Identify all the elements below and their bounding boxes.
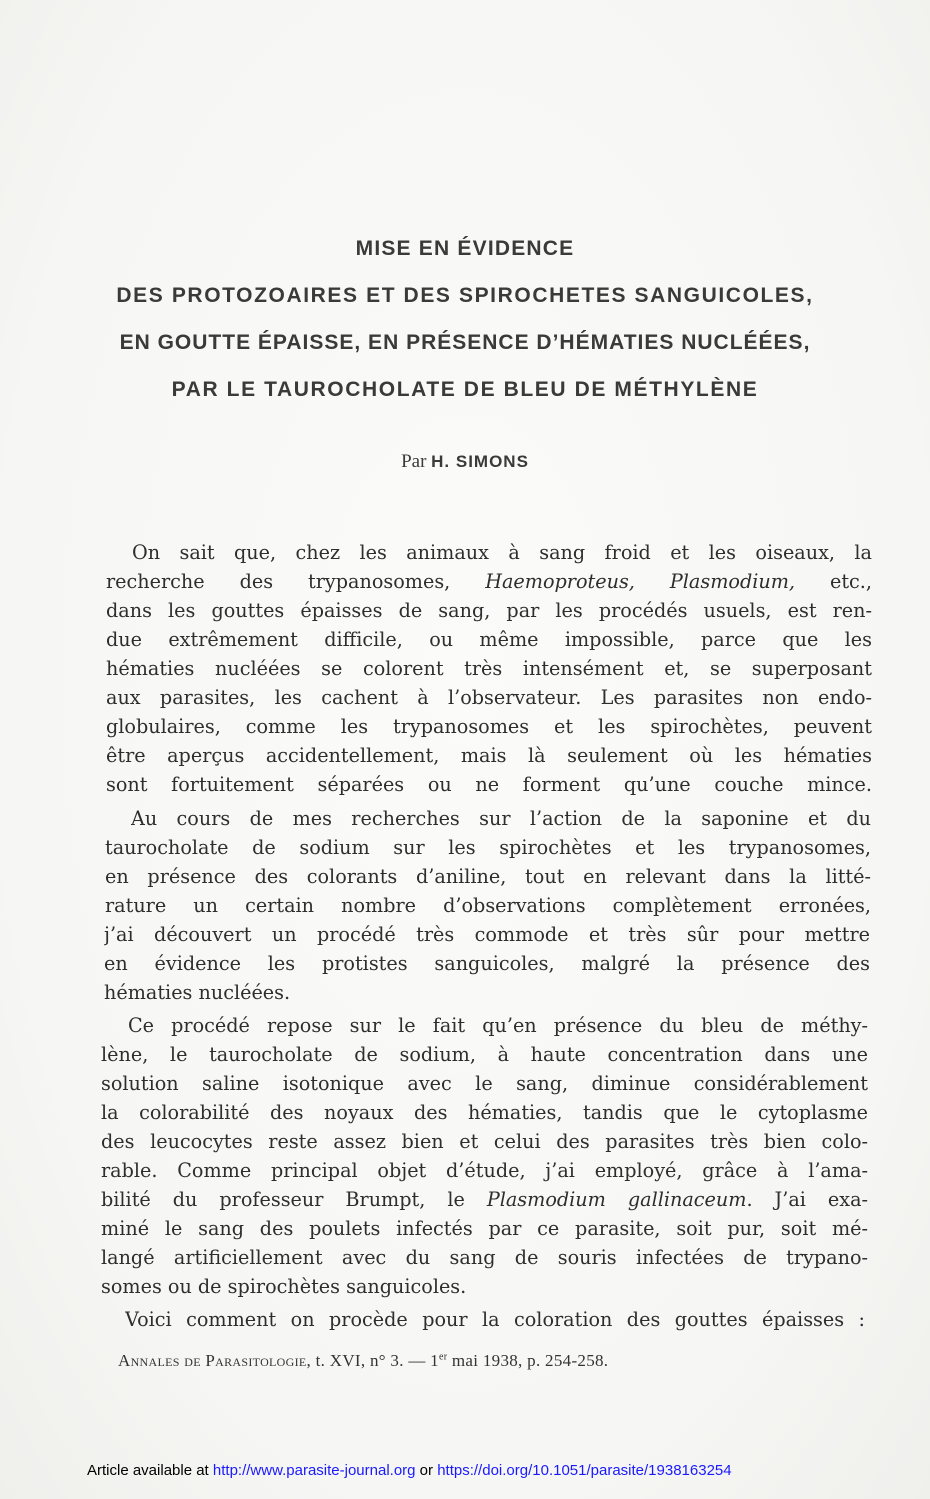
journal-name: Annales de Parasitologie,	[118, 1351, 312, 1370]
availability-prefix: Article available at	[87, 1462, 213, 1479]
p3-line-7	[101, 1186, 868, 1214]
byline	[0, 451, 930, 473]
article-title-line-3: EN GOUTTE ÉPAISSE, EN PRÉSENCE D’HÉMATIES NUCLÉÉES,	[119, 331, 811, 354]
p3-line-3: solution saline isotonique avec le sang, diminue considérablement	[101, 1072, 868, 1095]
p2-line-1: Au cours de mes recherches sur l’action de la saponine et du	[131, 807, 871, 830]
article-title-line-1: MISE EN ÉVIDENCE	[355, 237, 575, 260]
p4-line-1: Voici comment on procède pour la coloration des gouttes épaisses :	[125, 1308, 865, 1331]
journal-citation	[118, 1351, 608, 1371]
p1-line-9: sont fortuitement séparées ou ne forment qu’une couche mince.	[106, 773, 872, 796]
byline-prefix: Par	[401, 451, 427, 472]
availability-line	[87, 1462, 732, 1479]
p1-line-7: globulaires, comme les trypanosomes et les spirochètes, peuvent	[106, 715, 872, 738]
p1-line-6: aux parasites, les cachent à l’observateur. Les parasites non endo-	[106, 686, 872, 709]
p1-line-2	[106, 568, 872, 596]
p3-line-6: rable. Comme principal objet d’étude, j’ai employé, grâce à l’ama-	[101, 1159, 868, 1182]
p1-line-8: être aperçus accidentellement, mais là seulement où les hématies	[106, 744, 872, 767]
citation-date-pages: mai 1938, p. 254-258.	[447, 1351, 609, 1370]
author-name: H. SIMONS	[431, 452, 529, 471]
p1-line-2-italic: Haemoproteus, Plasmodium,	[485, 570, 796, 593]
p3-line-8: miné le sang des poulets infectés par ce parasite, soit pur, soit mé-	[101, 1217, 868, 1240]
citation-volume: t. XVI, n° 3. — 1	[311, 1351, 439, 1370]
p3-line-1: Ce procédé repose sur le fait qu’en présence du bleu de méthy-	[128, 1014, 868, 1037]
p3-line-7-text-a: bilité du professeur Brumpt, le	[101, 1188, 487, 1211]
p3-line-2: lène, le taurocholate de sodium, à haute concentration dans une	[101, 1043, 868, 1066]
p2-line-5: j’ai découvert un procédé très commode et très sûr pour mettre	[104, 923, 870, 946]
p2-line-6: en évidence les protistes sanguicoles, malgré la présence des	[104, 952, 870, 975]
availability-or: or	[415, 1462, 438, 1479]
p1-line-2-text-a: recherche des trypanosomes,	[106, 570, 486, 593]
p3-line-7-italic: Plasmodium gallinaceum	[486, 1188, 747, 1211]
citation-sup: er	[438, 1351, 448, 1363]
article-title-line-2: DES PROTOZOAIRES ET DES SPIROCHETES SANGUICOLES,	[116, 284, 814, 307]
p3-line-7-text-c: . J’ai exa-	[746, 1188, 868, 1211]
p3-line-4: la colorabilité des noyaux des hématies, tandis que le cytoplasme	[101, 1101, 868, 1124]
journal-url-link[interactable]: http://www.parasite-journal.org	[212, 1462, 416, 1479]
p3-line-9: langé artificiellement avec du sang de souris infectées de trypano-	[101, 1246, 868, 1269]
p3-line-10: somes ou de spirochètes sanguicoles.	[101, 1275, 467, 1298]
p2-line-3: en présence des colorants d’aniline, tout en relevant dans la litté-	[105, 865, 871, 888]
p1-line-3: dans les gouttes épaisses de sang, par les procédés usuels, est ren-	[106, 599, 872, 622]
doi-link[interactable]: https://doi.org/10.1051/parasite/1938163254	[437, 1462, 732, 1479]
p1-line-4: due extrêmement difficile, ou même impossible, parce que les	[106, 628, 872, 651]
p2-line-2: taurocholate de sodium sur les spirochètes et les trypanosomes,	[105, 836, 871, 859]
p1-line-2-text-c: etc.,	[795, 570, 872, 593]
p2-line-7: hématies nucléées.	[104, 981, 291, 1004]
p1-line-5: hématies nucléées se colorent très intensément et, se superposant	[106, 657, 872, 680]
article-title-line-4: PAR LE TAUROCHOLATE DE BLEU DE MÉTHYLÈNE	[171, 378, 759, 401]
p3-line-5: des leucocytes reste assez bien et celui des parasites très bien colo-	[101, 1130, 868, 1153]
p1-line-1: On sait que, chez les animaux à sang froid et les oiseaux, la	[132, 541, 872, 564]
p2-line-4: rature un certain nombre d’observations complètement erronées,	[105, 894, 871, 917]
